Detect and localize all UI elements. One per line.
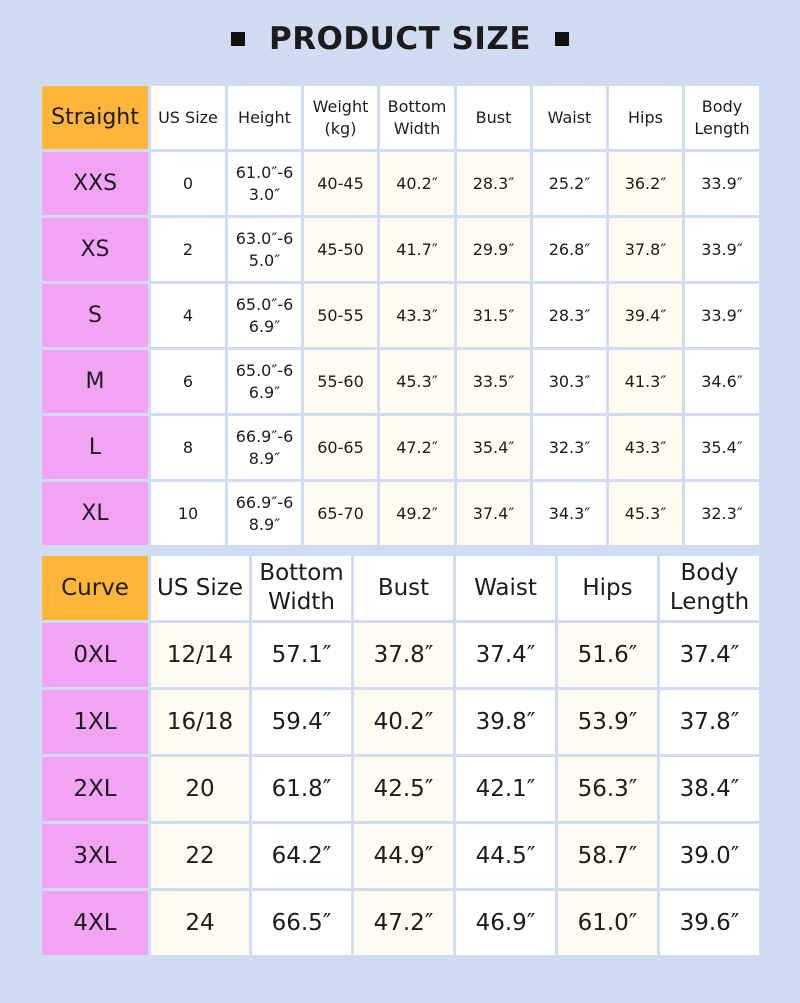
table-cell: 31.5″ [457, 284, 530, 347]
table-cell: 56.3″ [558, 757, 657, 821]
table-cell: 33.9″ [685, 152, 759, 215]
table-cell: 63.0″-65.0″ [228, 218, 301, 281]
column-header: Hips [558, 556, 657, 620]
straight-size-table [39, 83, 762, 548]
table-cell: 66.5″ [252, 891, 351, 955]
table-cell: 66.9″-68.9″ [228, 416, 301, 479]
table-cell: 33.9″ [685, 218, 759, 281]
table-cell: 47.2″ [380, 416, 454, 479]
table-cell: 32.3″ [533, 416, 606, 479]
table-cell: 6 [151, 350, 225, 413]
page-title [0, 14, 800, 64]
table-cell: 45-50 [304, 218, 377, 281]
table-cell: 43.3″ [609, 416, 682, 479]
curve-size-table [39, 553, 762, 958]
column-header: Bust [457, 86, 530, 149]
table-cell: 37.4″ [660, 623, 759, 687]
table-cell: 33.9″ [685, 284, 759, 347]
curve-corner-header: Curve [42, 556, 148, 620]
table-cell: 53.9″ [558, 690, 657, 754]
size-label: L [42, 416, 148, 479]
table-row [42, 824, 759, 888]
column-header: Body Length [685, 86, 759, 149]
table-cell: 64.2″ [252, 824, 351, 888]
table-cell: 43.3″ [380, 284, 454, 347]
column-header: US Size [151, 556, 249, 620]
column-header: Bust [354, 556, 453, 620]
table-cell: 36.2″ [609, 152, 682, 215]
column-header: Hips [609, 86, 682, 149]
table-row [42, 416, 759, 479]
table-cell: 22 [151, 824, 249, 888]
table-cell: 37.8″ [354, 623, 453, 687]
table-cell: 61.0″-63.0″ [228, 152, 301, 215]
table-cell: 28.3″ [457, 152, 530, 215]
table-cell: 28.3″ [533, 284, 606, 347]
table-cell: 59.4″ [252, 690, 351, 754]
table-row [42, 623, 759, 687]
table-cell: 39.8″ [456, 690, 555, 754]
table-cell: 58.7″ [558, 824, 657, 888]
table-cell: 51.6″ [558, 623, 657, 687]
table-cell: 57.1″ [252, 623, 351, 687]
table-cell: 44.5″ [456, 824, 555, 888]
table-cell: 42.5″ [354, 757, 453, 821]
table-cell: 45.3″ [609, 482, 682, 545]
table-cell: 41.3″ [609, 350, 682, 413]
table-cell: 37.8″ [660, 690, 759, 754]
size-label: 3XL [42, 824, 148, 888]
table-row [42, 482, 759, 545]
size-label: 2XL [42, 757, 148, 821]
column-header: US Size [151, 86, 225, 149]
table-cell: 40-45 [304, 152, 377, 215]
size-label: S [42, 284, 148, 347]
table-cell: 39.0″ [660, 824, 759, 888]
column-header: Weight (kg) [304, 86, 377, 149]
table-cell: 20 [151, 757, 249, 821]
table-cell: 34.6″ [685, 350, 759, 413]
column-header: Waist [456, 556, 555, 620]
straight-header-row [42, 86, 759, 149]
table-cell: 40.2″ [380, 152, 454, 215]
table-cell: 10 [151, 482, 225, 545]
size-label: M [42, 350, 148, 413]
table-cell: 49.2″ [380, 482, 454, 545]
curve-header-row [42, 556, 759, 620]
table-cell: 26.8″ [533, 218, 606, 281]
column-header: Bottom Width [380, 86, 454, 149]
table-cell: 44.9″ [354, 824, 453, 888]
table-cell: 37.4″ [457, 482, 530, 545]
table-cell: 34.3″ [533, 482, 606, 545]
table-cell: 25.2″ [533, 152, 606, 215]
table-cell: 65.0″-66.9″ [228, 284, 301, 347]
table-cell: 35.4″ [457, 416, 530, 479]
table-cell: 65-70 [304, 482, 377, 545]
size-label: XL [42, 482, 148, 545]
size-label: 1XL [42, 690, 148, 754]
table-cell: 2 [151, 218, 225, 281]
column-header: Body Length [660, 556, 759, 620]
table-cell: 37.4″ [456, 623, 555, 687]
table-cell: 42.1″ [456, 757, 555, 821]
column-header: Height [228, 86, 301, 149]
square-bullet-icon [555, 32, 569, 46]
table-cell: 12/14 [151, 623, 249, 687]
table-cell: 32.3″ [685, 482, 759, 545]
table-cell: 33.5″ [457, 350, 530, 413]
table-cell: 40.2″ [354, 690, 453, 754]
table-cell: 47.2″ [354, 891, 453, 955]
table-row [42, 284, 759, 347]
table-cell: 16/18 [151, 690, 249, 754]
table-cell: 30.3″ [533, 350, 606, 413]
table-row [42, 690, 759, 754]
size-label: XXS [42, 152, 148, 215]
table-cell: 0 [151, 152, 225, 215]
table-row [42, 350, 759, 413]
size-label: 4XL [42, 891, 148, 955]
table-row [42, 757, 759, 821]
table-cell: 41.7″ [380, 218, 454, 281]
table-cell: 50-55 [304, 284, 377, 347]
table-cell: 4 [151, 284, 225, 347]
table-cell: 39.6″ [660, 891, 759, 955]
table-cell: 45.3″ [380, 350, 454, 413]
table-cell: 37.8″ [609, 218, 682, 281]
table-row [42, 152, 759, 215]
straight-corner-header: Straight [42, 86, 148, 149]
table-cell: 38.4″ [660, 757, 759, 821]
table-cell: 66.9″-68.9″ [228, 482, 301, 545]
table-cell: 55-60 [304, 350, 377, 413]
table-cell: 8 [151, 416, 225, 479]
size-label: 0XL [42, 623, 148, 687]
table-cell: 29.9″ [457, 218, 530, 281]
table-cell: 46.9″ [456, 891, 555, 955]
table-row [42, 891, 759, 955]
square-bullet-icon [231, 32, 245, 46]
table-cell: 35.4″ [685, 416, 759, 479]
title-text: PRODUCT SIZE [268, 21, 532, 57]
table-row [42, 218, 759, 281]
table-cell: 24 [151, 891, 249, 955]
size-label: XS [42, 218, 148, 281]
table-cell: 60-65 [304, 416, 377, 479]
table-cell: 61.0″ [558, 891, 657, 955]
column-header: Waist [533, 86, 606, 149]
table-cell: 65.0″-66.9″ [228, 350, 301, 413]
column-header: Bottom Width [252, 556, 351, 620]
table-cell: 61.8″ [252, 757, 351, 821]
table-cell: 39.4″ [609, 284, 682, 347]
